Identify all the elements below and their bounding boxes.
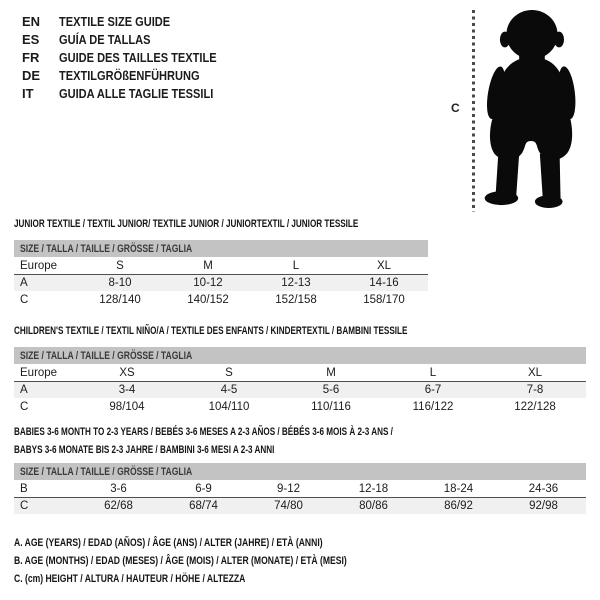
babies-title-line2: BABYS 3-6 MONATE BIS 2-3 JAHRE / BAMBINI 3-6 MESI A 2-3 ANNI — [14, 444, 275, 456]
table-cell: 80/86 — [359, 500, 388, 512]
table-cell: M — [203, 259, 213, 272]
language-code: ES — [22, 31, 40, 47]
babies-title-line1: BABIES 3-6 MONTH TO 2-3 YEARS / BEBÉS 3-6 MESES A 2-3 AÑOS / BÉBÉS 3-6 MOIS À 2-3 ANS / — [14, 426, 393, 438]
table-cell: XS — [119, 366, 135, 379]
babies-table-header — [14, 463, 586, 480]
table-row — [14, 480, 586, 497]
size-header-label: SIZE / TALLA / TAILLE / GRÖSSE / TAGLIA — [20, 465, 193, 478]
language-code: FR — [22, 49, 40, 65]
table-cell: 9-12 — [276, 482, 301, 495]
row-label: C — [20, 293, 29, 306]
language-row-fr — [22, 48, 244, 66]
table-cell: 110/116 — [311, 400, 351, 413]
table-cell: 24-36 — [528, 482, 559, 495]
footnote-age-years: A. AGE (YEARS) / EDAD (AÑOS) / ÂGE (ANS) / ALTER (JAHRE) / ETÀ (ANNI) — [14, 537, 323, 549]
table-cell: 3-6 — [110, 482, 127, 495]
table-cell: 4-5 — [220, 384, 238, 396]
language-label: GUIDA ALLE TAGLIE TESSILI — [59, 85, 214, 101]
row-label: Europe — [20, 259, 58, 272]
toddler-silhouette-icon — [483, 8, 578, 210]
footnote-age-months: B. AGE (MONTHS) / EDAD (MESES) / ÂGE (MOIS) / ALTER (MONATE) / ETÀ (MESI) — [14, 555, 347, 567]
table-cell: 18-24 — [443, 482, 474, 495]
table-cell: 152/158 — [275, 293, 317, 306]
language-row-it — [22, 84, 244, 102]
language-code: IT — [22, 85, 34, 101]
table-cell: 98/104 — [109, 400, 145, 413]
row-label: A — [20, 277, 28, 289]
table-row — [14, 497, 586, 514]
table-cell: XL — [376, 259, 392, 272]
size-header-label: SIZE / TALLA / TAILLE / GRÖSSE / TAGLIA — [20, 349, 193, 362]
row-label: C — [20, 400, 29, 413]
table-cell: XL — [527, 366, 543, 379]
table-cell: 104/110 — [208, 400, 250, 413]
table-cell: 3-4 — [118, 384, 136, 396]
children-table-header — [14, 347, 586, 364]
junior-section-title: JUNIOR TEXTILE / TEXTIL JUNIOR/ TEXTILE JUNIOR / JUNIORTEXTIL / JUNIOR TESSILE — [14, 218, 359, 230]
table-cell: M — [326, 366, 336, 379]
language-label: TEXTILGRÖßENFÜHRUNG — [59, 67, 200, 83]
babies-size-table — [14, 463, 586, 514]
table-cell: 62/68 — [104, 500, 133, 512]
table-row — [14, 257, 428, 274]
table-cell: 7-8 — [526, 384, 544, 396]
table-cell: 14-16 — [369, 277, 399, 289]
height-measure-label: C — [451, 101, 460, 115]
language-row-es — [22, 30, 244, 48]
size-header-label: SIZE / TALLA / TAILLE / GRÖSSE / TAGLIA — [20, 242, 193, 255]
footnote-height-cm: C. (cm) HEIGHT / ALTURA / HAUTEUR / HÖHE / ALTEZZA — [14, 573, 246, 585]
table-row — [14, 274, 428, 291]
children-size-table — [14, 347, 586, 415]
table-cell: L — [292, 259, 300, 272]
table-cell: 12-13 — [281, 277, 311, 289]
row-label: Europe — [20, 366, 58, 379]
language-code: EN — [22, 13, 41, 29]
table-cell: 140/152 — [187, 293, 229, 306]
table-cell: 74/80 — [274, 500, 303, 512]
table-cell: 122/128 — [514, 400, 556, 413]
junior-table-header — [14, 240, 428, 257]
language-label: TEXTILE SIZE GUIDE — [59, 13, 171, 29]
table-cell: 12-18 — [358, 482, 389, 495]
language-row-de — [22, 66, 244, 84]
table-row — [14, 398, 586, 415]
babies-section-title — [14, 423, 393, 459]
table-row — [14, 364, 586, 381]
table-cell: 68/74 — [189, 500, 218, 512]
table-cell: L — [429, 366, 437, 379]
junior-size-table — [14, 240, 428, 308]
language-label: GUIDE DES TAILLES TEXTILE — [59, 49, 217, 65]
language-row-en — [22, 12, 244, 30]
table-row — [14, 291, 428, 308]
table-cell: 8-10 — [108, 277, 132, 289]
table-cell: 128/140 — [99, 293, 141, 306]
table-cell: 5-6 — [322, 384, 340, 396]
language-title-list — [22, 12, 244, 102]
table-cell: 92/98 — [529, 500, 558, 512]
table-cell: S — [225, 366, 233, 379]
row-label: B — [20, 482, 28, 495]
table-cell: S — [116, 259, 124, 272]
table-cell: 10-12 — [193, 277, 223, 289]
table-row — [14, 381, 586, 398]
language-code: DE — [22, 67, 41, 83]
table-cell: 158/170 — [363, 293, 405, 306]
table-cell: 116/122 — [412, 400, 454, 413]
table-cell: 6-7 — [424, 384, 442, 396]
table-cell: 6-9 — [195, 482, 212, 495]
height-measure-dashed-line — [472, 10, 475, 212]
table-cell: 86/92 — [444, 500, 473, 512]
children-section-title: CHILDREN'S TEXTILE / TEXTIL NIÑO/A / TEXTILE DES ENFANTS / KINDERTEXTIL / BAMBINI TESSILE — [14, 325, 408, 337]
row-label: A — [20, 384, 28, 396]
language-label: GUÍA DE TALLAS — [59, 31, 151, 47]
row-label: C — [20, 500, 29, 512]
